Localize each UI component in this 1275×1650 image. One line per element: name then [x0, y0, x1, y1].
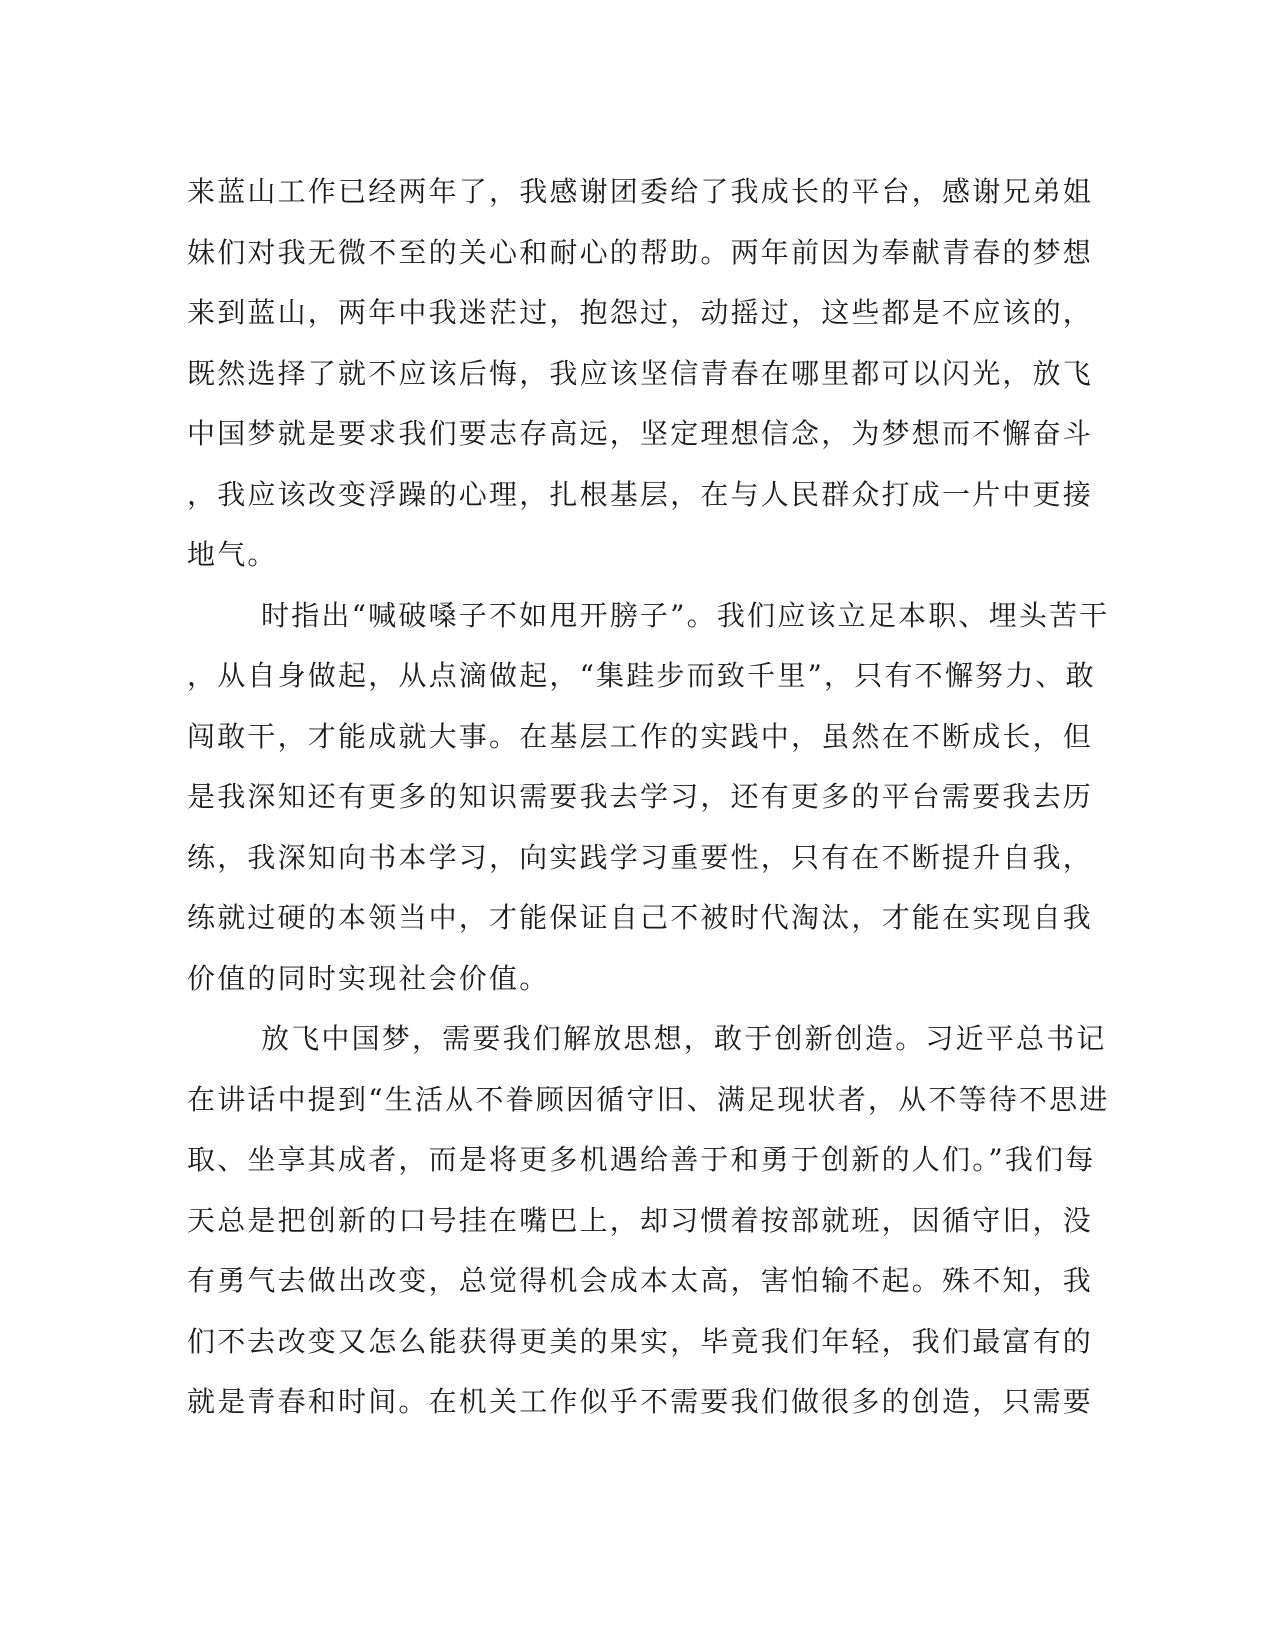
text-line: 来蓝山工作已经两年了，我感谢团委给了我成长的平台，感谢兄弟姐 — [187, 175, 1094, 208]
text-line: 天总是把创新的口号挂在嘴巴上，却习惯着按部就班，因循守旧，没 — [187, 1203, 1094, 1237]
text-line: 闯敢干，才能成就大事。在基层工作的实践中，虽然在不断成长，但 — [187, 719, 1094, 753]
text-line: 取、坐享其成者，而是将更多机遇给善于和勇于创新的人们。”我们每 — [187, 1143, 1096, 1176]
text-line-indented: 时指出“喊破嗓子不如甩开膀子”。我们应该立足本职、埋头苦干 — [261, 598, 1110, 632]
text-line: 有勇气去做出改变，总觉得机会成本太高，害怕输不起。殊不知，我 — [187, 1264, 1094, 1297]
paragraph-3 — [187, 1009, 1110, 1433]
text-line-indented: 放飞中国梦，需要我们解放思想，敢于创新创造。习近平总书记 — [261, 1022, 1107, 1055]
text-line: 价值的同时实现社会价值。 — [187, 961, 550, 995]
document-body — [187, 162, 1110, 1433]
text-line: 就是青春和时间。在机关工作似乎不需要我们做很多的创造，只需要 — [187, 1385, 1094, 1418]
text-line: 在讲话中提到“生活从不眷顾因循守旧、满足现状者，从不等待不思进 — [187, 1082, 1110, 1116]
text-line: 练，我深知向书本学习，向实践学习重要性，只有在不断提升自我， — [187, 840, 1094, 874]
text-line: 既然选择了就不应该后悔，我应该坚信青春在哪里都可以闪光，放飞 — [187, 356, 1094, 390]
text-line: 中国梦就是要求我们要志存高远，坚定理想信念，为梦想而不懈奋斗 — [187, 417, 1094, 450]
text-line: 们不去改变又怎么能获得更美的果实，毕竟我们年轻，我们最富有的 — [187, 1324, 1094, 1358]
text-line: 妹们对我无微不至的关心和耐心的帮助。两年前因为奉献青春的梦想 — [187, 235, 1094, 269]
paragraph-1 — [187, 162, 1094, 586]
text-line: 地气。 — [187, 538, 278, 571]
text-line: 是我深知还有更多的知识需要我去学习，还有更多的平台需要我去历 — [187, 780, 1094, 813]
paragraph-2 — [187, 586, 1110, 1010]
text-line: 练就过硬的本领当中，才能保证自己不被时代淘汰，才能在实现自我 — [187, 901, 1094, 934]
text-line: ，我应该改变浮躁的心理，扎根基层，在与人民群众打成一片中更接 — [187, 477, 1094, 511]
text-line: 来到蓝山，两年中我迷茫过，抱怨过，动摇过，这些都是不应该的， — [187, 296, 1094, 329]
text-line: ，从自身做起，从点滴做起，“集跬步而致千里”，只有不懈努力、敢 — [187, 659, 1096, 692]
